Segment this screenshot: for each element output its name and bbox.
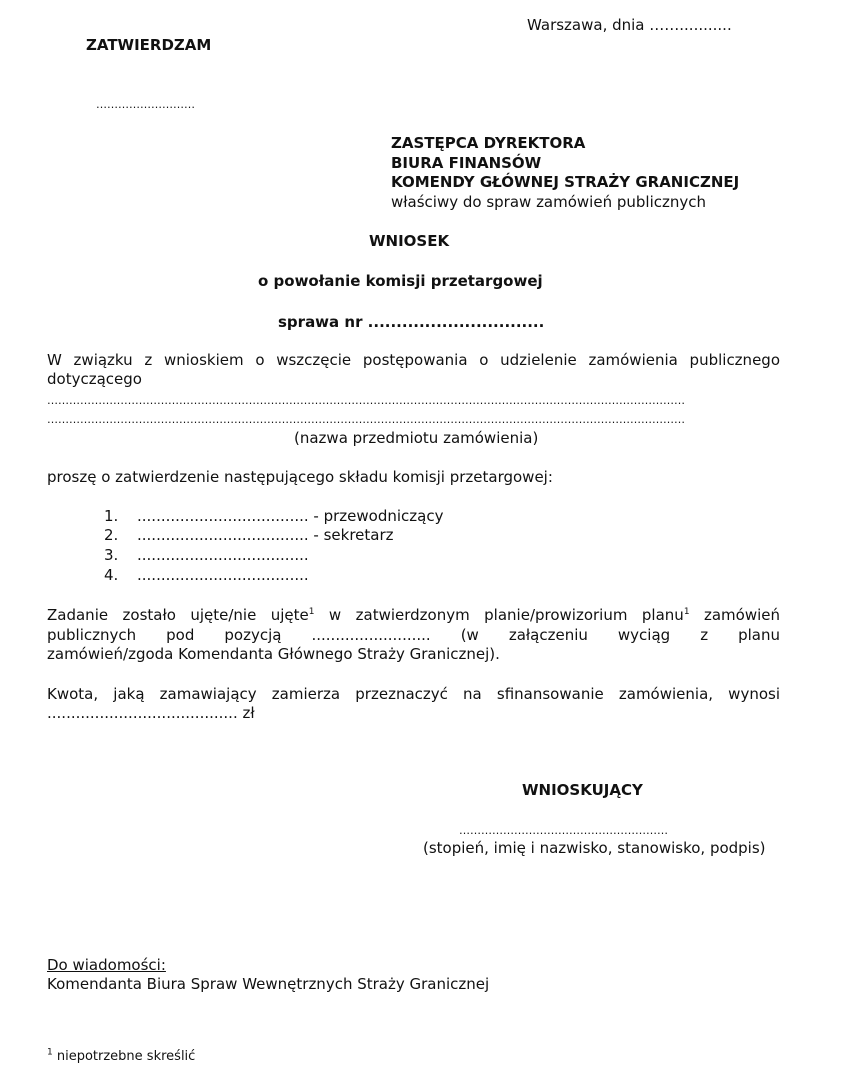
addressee-line-1: ZASTĘPCA DYREKTORA [391,134,586,152]
task-line-1 [47,605,780,625]
footnote-ref: 1 [308,607,315,617]
list-item [104,507,443,525]
subject-dotted-line-1: ………………………………………………………………………………………………………………………………………………………… [47,394,685,407]
request-text: proszę o zatwierdzenie następującego składu komisji przetargowej: [47,468,553,486]
document-subtitle: o powołanie komisji przetargowej [258,272,543,290]
list-item-number: 1. [104,507,119,525]
list-item-number: 4. [104,566,119,584]
list-item [104,546,309,564]
distribution-label: Do wiadomości: [47,956,166,974]
addressee-line-2: BIURA FINANSÓW [391,154,542,172]
list-item-number: 2. [104,526,119,544]
list-item-dots: .................................... [137,526,309,544]
list-item-role: - sekretarz [308,526,394,544]
footnote-mark: 1 [47,1047,53,1058]
task-text-b: w zatwierdzonym planie/prowizorium planu [314,606,684,624]
amount-line-2: ........................................ zł [47,704,255,722]
subject-dotted-line-2: ………………………………………………………………………………………………………………………………………………………… [47,413,685,426]
list-item [104,526,394,544]
list-item-dots: .................................... [137,566,309,584]
footnote-text: niepotrzebne skreślić [52,1049,196,1064]
case-number: sprawa nr ............................... [278,313,545,331]
intro-line-1: W związku z wnioskiem o wszczęcie postępowania o udzielenie zamówienia publicznego [47,351,780,369]
addressee-line-3: KOMENDY GŁÓWNEJ STRAŻY GRANICZNEJ [391,173,740,191]
distribution-recipient: Komendanta Biura Spraw Wewnętrznych Straży Granicznej [47,975,490,993]
signature-line: ………………………………………………… [459,824,668,837]
list-item-number: 3. [104,546,119,564]
list-item-dots: .................................... [137,546,309,564]
task-text-a: Zadanie zostało ujęte/nie ujęte [47,606,309,624]
intro-line-2: dotyczącego [47,370,142,388]
task-line-3: zamówień/zgoda Komendanta Głównego Straży Granicznej). [47,645,500,663]
amount-line-1: Kwota, jaką zamawiający zamierza przeznaczyć na sfinansowanie zamówienia, wynosi [47,685,780,703]
approve-label: ZATWIERDZAM [86,36,212,54]
list-item-role: - przewodniczący [308,507,444,525]
task-text-c: zamówień [689,606,781,624]
document-title: WNIOSEK [369,232,450,250]
footnote-ref: 1 [683,607,690,617]
footnote [47,1049,195,1064]
approve-signature-line: ……………………… [96,98,195,111]
place-date: Warszawa, dnia ……........... [527,16,732,34]
task-line-2: publicznych pod pozycją ......................... (w załączeniu wyciąg z planu [47,626,780,644]
list-item-dots: .................................... [137,507,309,525]
signature-label: WNIOSKUJĄCY [522,781,643,799]
subject-caption: (nazwa przedmiotu zamówienia) [294,429,539,447]
list-item [104,566,309,584]
addressee-line-4: właściwy do spraw zamówień publicznych [391,193,706,211]
signature-caption: (stopień, imię i nazwisko, stanowisko, podpis) [423,839,766,857]
